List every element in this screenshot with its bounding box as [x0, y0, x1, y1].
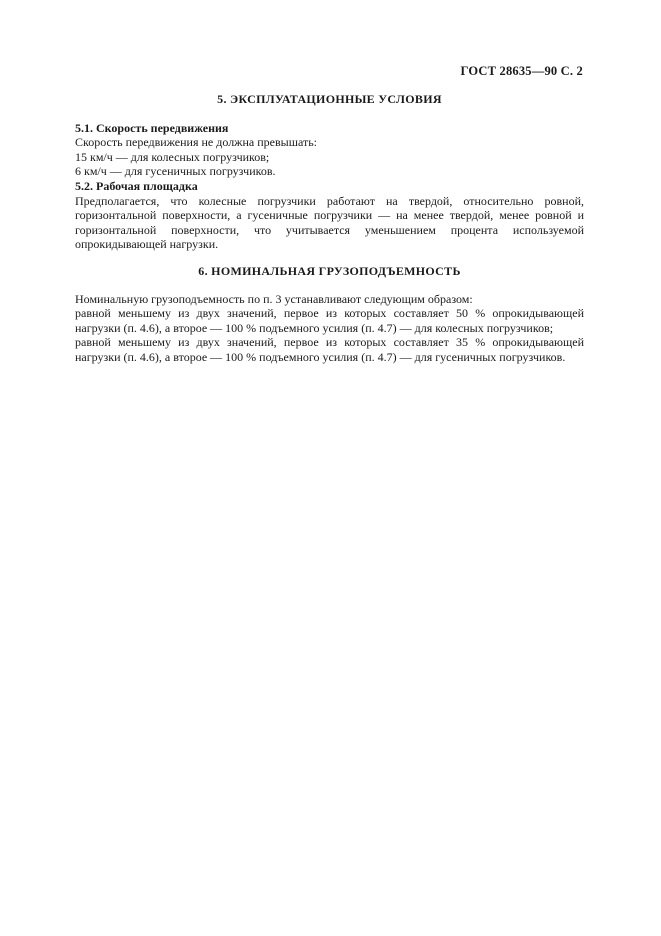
subsection-5-2-heading: 5.2. Рабочая площадка — [75, 178, 198, 193]
speed-tracked-line: 6 км/ч — для гусеничных погрузчиков. — [75, 164, 276, 179]
section-5-title: 5. ЭКСПЛУАТАЦИОННЫЕ УСЛОВИЯ — [217, 92, 442, 106]
subsection-5-2-text: Предполагается, что колесные погрузчики работают на твердой, относительно ровной, горизонтальной поверхности, а гусеничные погрузчики — на менее твердой, менее ровной и горизонтальной поверхности, что учитывается уменьшением процента используемой опрокидывающей нагрузки. — [75, 193, 584, 252]
section-6-paragraph-tracked: равной меньшему из двух значений, первое из которых составляет 35 % опрокидывающей нагрузки (п. 4.6), а второе — 100 % подъемного усилия (п. 4.7) — для гусеничных погрузчиков. — [75, 335, 584, 364]
speed-wheeled-line: 15 км/ч — для колесных погрузчиков; — [75, 149, 270, 164]
section-6-intro: Номинальную грузоподъемность по п. 3 устанавливают следующим образом: — [75, 291, 473, 306]
page-content — [75, 92, 584, 365]
section-6-title: 6. НОМИНАЛЬНАЯ ГРУЗОПОДЪЕМНОСТЬ — [198, 263, 461, 278]
page-header-doc-ref: ГОСТ 28635—90 С. 2 — [460, 64, 583, 78]
subsection-5-1-intro: Скорость передвижения не должна превышать: — [75, 135, 318, 150]
subsection-5-1-heading: 5.1. Скорость передвижения — [75, 120, 229, 135]
section-6-paragraph-wheeled: равной меньшему из двух значений, первое из которых составляет 50 % опрокидывающей нагрузки (п. 4.6), а второе — 100 % подъемного усилия (п. 4.7) — для колесных погрузчиков; — [75, 306, 584, 335]
